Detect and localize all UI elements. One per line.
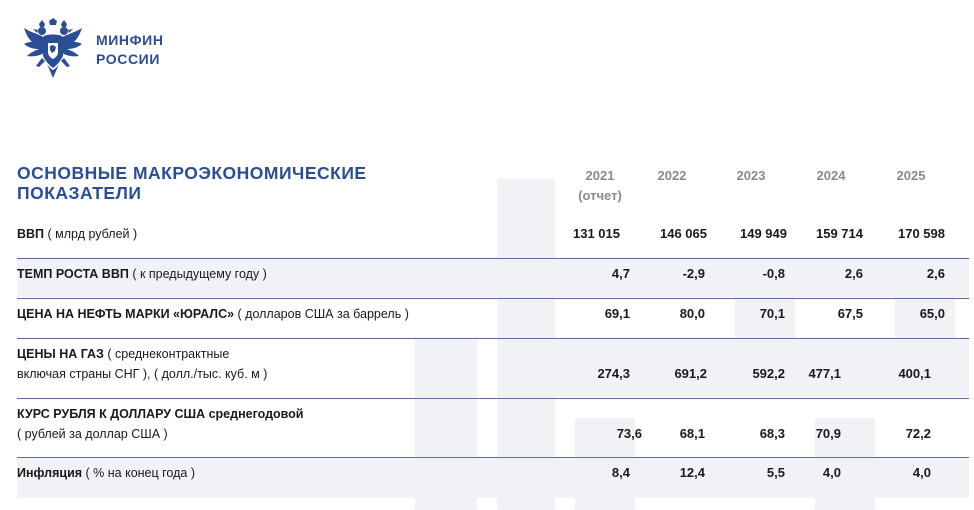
column-year: 2025 xyxy=(896,168,926,183)
value-2023: 592,2 xyxy=(752,366,785,381)
row-label xyxy=(17,404,304,444)
row-label-unit: ( % на конец года ) xyxy=(82,466,195,480)
row-label-unit: ( долларов США за баррель ) xyxy=(234,307,409,321)
row-label-name: КУРС РУБЛЯ К ДОЛЛАРУ США среднегодовой xyxy=(17,407,304,421)
double-headed-eagle-icon xyxy=(22,18,84,80)
column-year: 2023 xyxy=(736,168,766,183)
column-header-2024 xyxy=(801,166,861,186)
value-2024: 477,1 xyxy=(808,366,841,381)
row-divider xyxy=(17,398,969,399)
value-2022: 12,4 xyxy=(679,465,705,480)
value-2025: 4,0 xyxy=(912,465,931,480)
table-row xyxy=(17,264,969,284)
value-2022: 68,1 xyxy=(679,426,705,441)
value-2025: 400,1 xyxy=(898,366,931,381)
value-2025: 65,0 xyxy=(919,306,945,321)
value-2022: -2,9 xyxy=(682,266,705,281)
row-label-line2: ( рублей за доллар США ) xyxy=(17,427,168,441)
column-year: 2022 xyxy=(657,168,687,183)
value-2024: 4,0 xyxy=(822,465,841,480)
table-title-line2: ПОКАЗАТЕЛИ xyxy=(17,183,142,203)
value-2025: 72,2 xyxy=(905,426,931,441)
row-label-name: ТЕМП РОСТА ВВП xyxy=(17,267,129,281)
value-2023: 5,5 xyxy=(766,465,785,480)
value-2025: 170 598 xyxy=(898,226,945,241)
table-row xyxy=(17,344,969,384)
column-note: (отчет) xyxy=(578,188,622,203)
value-2021: 69,1 xyxy=(604,306,630,321)
column-header-2022 xyxy=(642,166,702,186)
row-label xyxy=(17,224,137,244)
value-2025: 2,6 xyxy=(926,266,945,281)
value-2021: 131 015 xyxy=(573,226,620,241)
table-row xyxy=(17,404,969,444)
row-divider xyxy=(17,258,969,259)
row-label-line2: включая страны СНГ ), ( долл./тыс. куб. м ) xyxy=(17,367,268,381)
row-label xyxy=(17,304,409,324)
value-2023: 68,3 xyxy=(759,426,785,441)
table-row xyxy=(17,463,969,483)
row-label-unit: ( к предыдущему году ) xyxy=(128,267,267,281)
row-label xyxy=(17,264,267,284)
value-2024: 70,9 xyxy=(815,426,841,441)
table-title xyxy=(17,163,477,203)
value-2024: 159 714 xyxy=(816,226,863,241)
row-label xyxy=(17,344,267,384)
row-divider xyxy=(17,457,969,458)
value-2022: 80,0 xyxy=(679,306,705,321)
value-2022: 691,2 xyxy=(674,366,707,381)
value-2023: 149 949 xyxy=(740,226,787,241)
row-label-unit: ( млрд рублей ) xyxy=(44,227,138,241)
row-label-name: ВВП xyxy=(17,227,45,241)
value-2021: 73,6 xyxy=(616,426,642,441)
column-year: 2021 xyxy=(585,168,615,183)
column-year: 2024 xyxy=(816,168,846,183)
row-label-line1 xyxy=(17,344,267,364)
value-2023: 70,1 xyxy=(759,306,785,321)
column-header-2021 xyxy=(570,166,630,206)
value-2022: 146 065 xyxy=(660,226,707,241)
table-title-line1: ОСНОВНЫЕ МАКРОЭКОНОМИЧЕСКИЕ xyxy=(17,163,367,183)
row-label-name: ЦЕНЫ НА ГАЗ xyxy=(17,347,104,361)
org-name xyxy=(96,31,164,69)
value-2021: 8,4 xyxy=(611,465,630,480)
value-2021: 274,3 xyxy=(597,366,630,381)
row-label xyxy=(17,463,195,483)
value-2024: 67,5 xyxy=(837,306,863,321)
row-label-unit: ( среднеконтрактные xyxy=(103,347,230,361)
row-label-name: ЦЕНА НА НЕФТЬ МАРКИ «ЮРАЛС» xyxy=(17,307,235,321)
row-label-line1 xyxy=(17,404,304,424)
value-2023: -0,8 xyxy=(762,266,785,281)
org-name-line1: МИНФИН xyxy=(96,32,164,48)
row-divider xyxy=(17,338,969,339)
column-header-2023 xyxy=(721,166,781,186)
row-label-name: Инфляция xyxy=(17,466,83,480)
row-divider xyxy=(17,298,969,299)
table-row xyxy=(17,304,969,324)
column-header-2025 xyxy=(881,166,941,186)
table-row xyxy=(17,224,969,244)
org-name-line2: РОССИИ xyxy=(96,51,160,67)
value-2024: 2,6 xyxy=(844,266,863,281)
value-2021: 4,7 xyxy=(611,266,630,281)
